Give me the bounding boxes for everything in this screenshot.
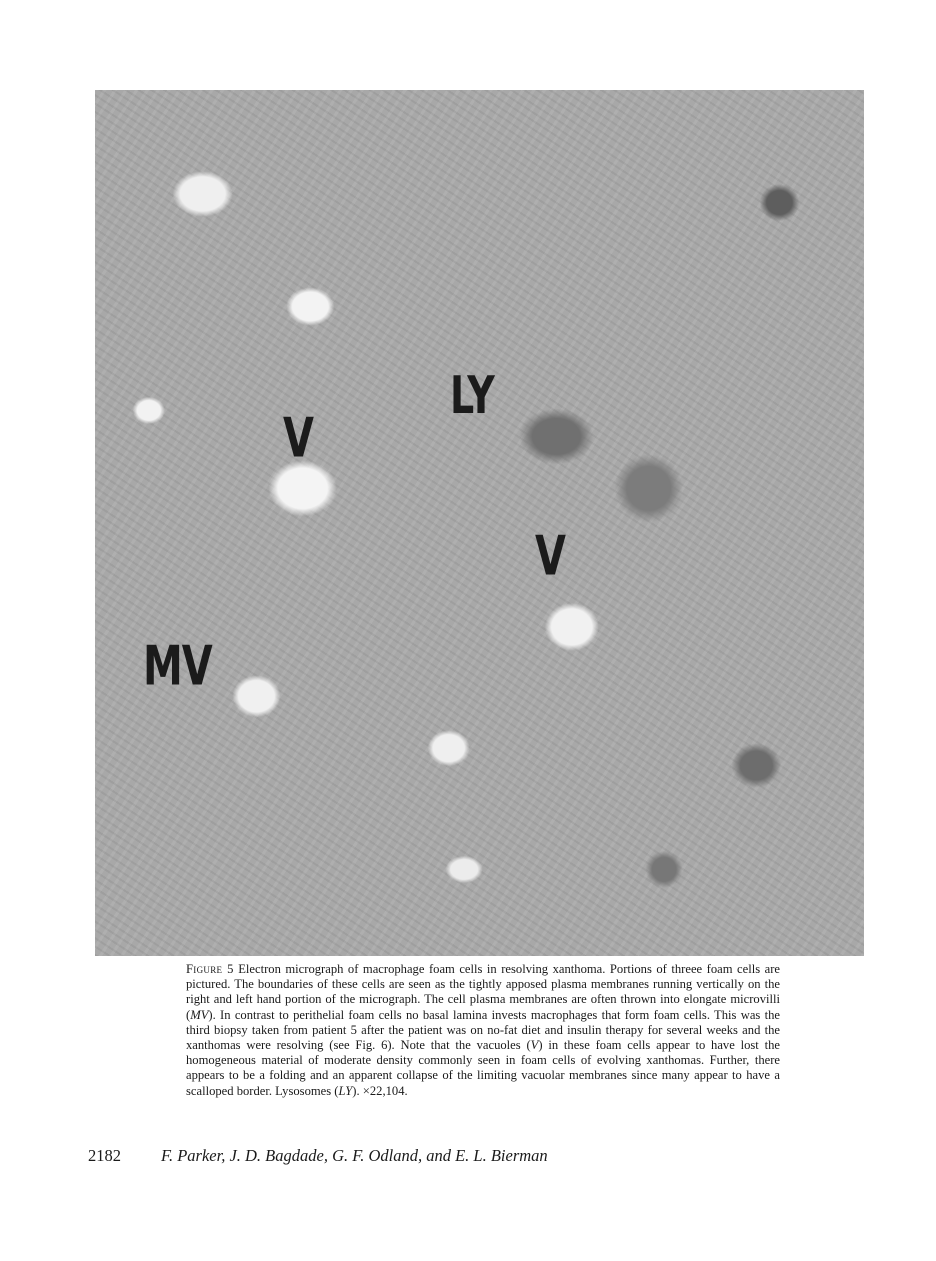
caption-text-1: Electron micrograph of macrophage foam cells in resolving xanthoma. Portions of threee foam cells are pictured. The boundaries of these cells are seen as the tightly apposed plasma membranes running vertically on the right and left hand portion of the micrograph. The cell plasma membranes are often thrown into elongate microvilli (: [186, 962, 780, 1022]
figure-number: Figure 5: [186, 962, 234, 976]
caption-ly: LY: [338, 1083, 353, 1098]
label-lysosome: LY: [450, 365, 494, 426]
page-number: 2182: [88, 1146, 121, 1165]
author-list: F. Parker, J. D. Bagdade, G. F. Odland, and E. L. Bierman: [161, 1146, 548, 1165]
caption-text-4: ). ×22,104.: [352, 1083, 408, 1098]
caption-text-2: ). In contrast to perithelial foam cells no basal lamina invests macrophages that form foam cells. This was the third biopsy taken from patient 5 after the patient was on no-fat diet and insulin therapy for several weeks and the xanthomas were resolving (see Fig. 6). Note that the vacuoles (: [186, 1007, 780, 1053]
figure-caption: [186, 962, 780, 1099]
caption-text-3: ) in these foam cells appear to have lost the homogeneous material of moderate density commonly seen in foam cells of evolving xanthomas. Further, there appears to be a folding and an apparent collapse of the limiting vacuolar membranes since many appear to have a scalloped border. Lysosomes (: [186, 1038, 780, 1098]
electron-micrograph: [95, 90, 864, 956]
caption-v: V: [530, 1038, 539, 1053]
page-footer: [88, 1146, 788, 1166]
label-vacuole-left: V: [283, 407, 313, 471]
label-microvilli: MV: [143, 635, 212, 699]
label-vacuole-right: V: [535, 525, 565, 589]
caption-mv: MV: [190, 1007, 209, 1022]
